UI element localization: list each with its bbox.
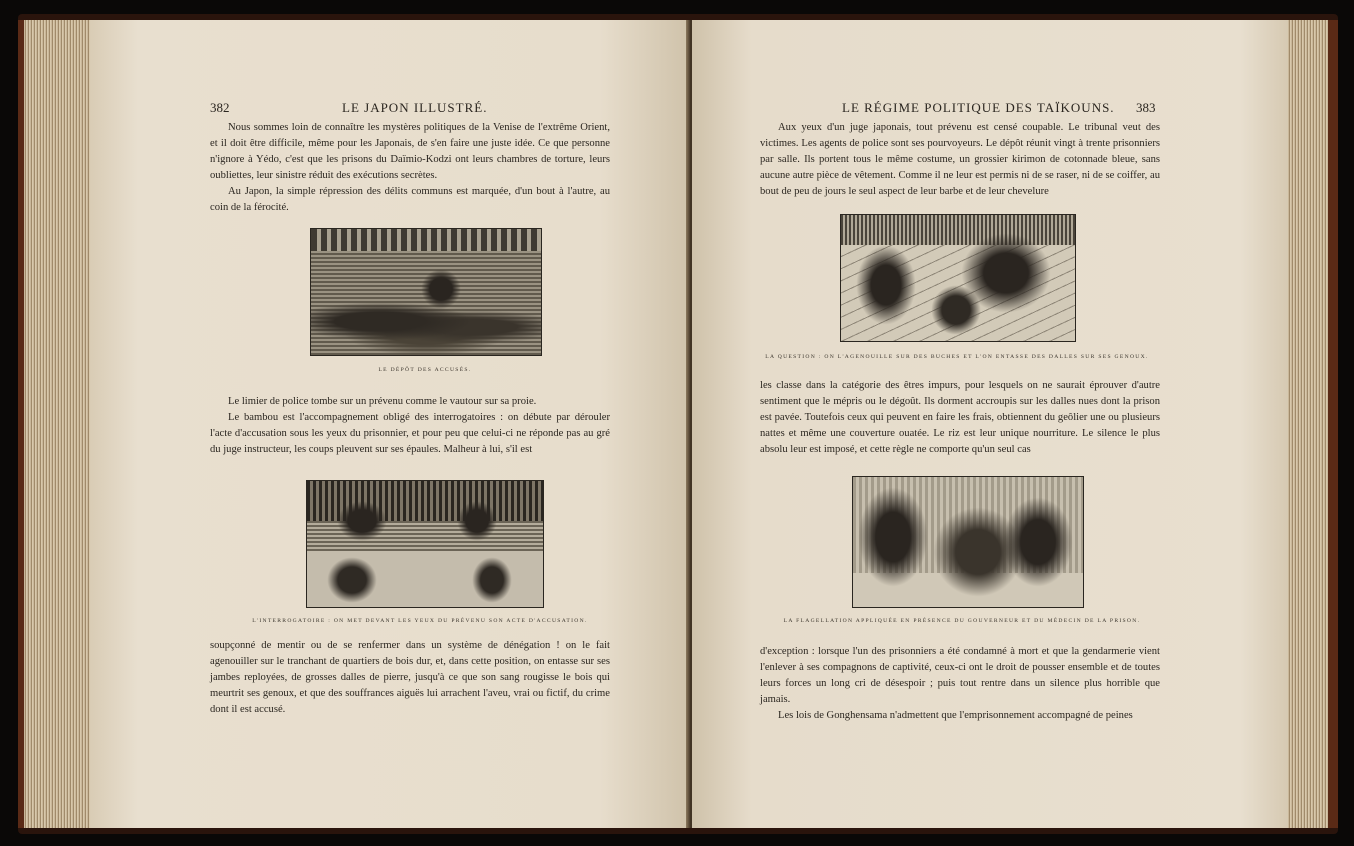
figure-caption: LA QUESTION : ON L'AGENOUILLE SUR DES BUCHES ET L'ON ENTASSE DES DALLES SUR SES GENOUX. (765, 354, 1149, 360)
paragraph: Aux yeux d'un juge japonais, tout prévenu est censé coupable. Le tribunal veut des victimes. Les agents de police sont ses pourvoyeurs. Le dépôt réunit vingt à trente prisonniers par salle. Ils portent tous le même costume, un grossier kirimon de cotonnade bleue, sans aucune autre pièce de vêtement. Comme il ne leur est permis ni de se raser, ni de se coiffer, au bout de peu de jours le seul aspect de leur barbe et de leur chevelure (760, 122, 1160, 197)
right-page (692, 20, 1288, 828)
right-text-bottom (760, 644, 1160, 724)
illustration-interrogatoire (306, 480, 544, 608)
left-text-middle (210, 394, 610, 458)
illustration-la-question (840, 214, 1076, 342)
open-book (18, 14, 1338, 834)
paragraph: Nous sommes loin de connaître les mystères politiques de la Venise de l'extrême Orient, et il doit être difficile, même pour les Japonais, de s'en faire une juste idée. Ce que personne n'ignore à Yédo, c'est que les prisons du Daïmio-Kodzi ont leurs chambres de torture, leurs oubliettes, leur sinistre réduit des exécutions secrètes. (210, 122, 610, 181)
right-page-edges (1282, 20, 1338, 828)
figure-caption: LA FLAGELLATION APPLIQUÉE EN PRÉSENCE DU GOUVERNEUR ET DU MÉDECIN DE LA PRISON. (783, 618, 1141, 624)
right-running-head: LE RÉGIME POLITIQUE DES TAÏKOUNS. (842, 100, 1115, 115)
figure-caption: LE DÉPÔT DES ACCUSÉS. (378, 367, 472, 373)
right-text-middle (760, 378, 1160, 458)
left-page (90, 20, 690, 828)
paragraph: Les lois de Gonghensama n'admettent que l'emprisonnement accompagné de peines (778, 710, 1133, 721)
figure-caption: L'INTERROGATOIRE : ON MET DEVANT LES YEUX DU PRÉVENU SON ACTE D'ACCUSATION. (252, 618, 588, 624)
left-running-head: LE JAPON ILLUSTRÉ. (342, 100, 488, 115)
paragraph: Le limier de police tombe sur un prévenu comme le vautour sur sa proie. (228, 396, 537, 407)
left-text-bottom (210, 638, 610, 718)
paragraph: soupçonné de mentir ou de se renfermer dans un système de dénégation ! on le fait agenouiller sur le tranchant de quartiers de bois dur, et, dans cette position, on entasse sur ses jambes reployées, de grosses dalles de pierre, jusqu'à ce que son sang rougisse le bois qui meurtrit ses genoux, et que des souffrances aiguës lui arrachent l'aveu, vrai ou fictif, du crime dont il est accusé. (210, 640, 610, 715)
paragraph: Au Japon, la simple répression des délits communs est marquée, d'un bout à l'autre, au coin de la férocité. (210, 186, 610, 213)
paragraph: d'exception : lorsque l'un des prisonniers a été condamné à mort et que la gendarmerie vient l'enlever à ses compagnons de captivité, ceux-ci ont le droit de pousser ensemble et de toutes leurs forces un long cri de désespoir ; puis tout rentre dans un silence plus horrible que jamais. (760, 646, 1160, 705)
illustration-flagellation (852, 476, 1084, 608)
right-page-number: 383 (1136, 100, 1156, 115)
left-page-number: 382 (210, 100, 230, 115)
illustration-depot-accuses (310, 228, 542, 356)
paragraph: les classe dans la catégorie des êtres impurs, pour lesquels on ne saurait éprouver d'autre sentiment que le mépris ou le dégoût. Ils dorment accroupis sur les dalles nues dont la prison est pavée. Toutefois ceux qui peuvent en faire les frais, obtiennent du geôlier une ou plusieurs nattes et même une couverture ouatée. Le riz est leur unique nourriture. Le silence le plus absolu leur est imposé, et cette règle ne comporte qu'un seul cas (760, 380, 1160, 455)
right-text-top (760, 120, 1160, 200)
left-text-top (210, 120, 610, 216)
paragraph: Le bambou est l'accompagnement obligé des interrogatoires : on débute par dérouler l'acte d'accusation sous les yeux du prisonnier, et pour peu que celui-ci ne réponde pas au gré du juge instructeur, les coups pleuvent sur ses épaules. Malheur à lui, s'il est (210, 412, 610, 455)
